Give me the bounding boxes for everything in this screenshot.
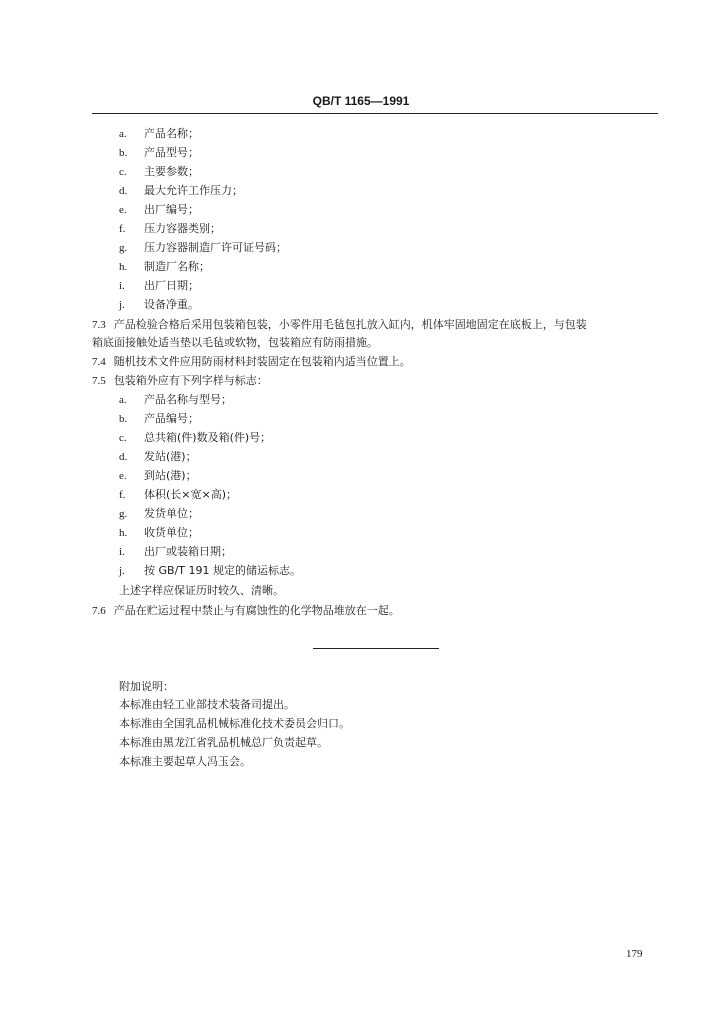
list-item: j. 按 GB/T 191 规定的储运标志。 bbox=[119, 564, 301, 577]
clause-7-3-continuation: 箱底面接触处适当垫以毛毡或软物，包装箱应有防雨措施。 bbox=[92, 336, 378, 349]
list-item: j. 设备净重。 bbox=[119, 298, 199, 311]
notes-line: 本标准主要起草人冯玉会。 bbox=[119, 755, 251, 768]
list-item: a. 产品名称； bbox=[119, 127, 199, 140]
list-item: i. 出厂或装箱日期； bbox=[119, 545, 232, 558]
list-item: c. 主要参数； bbox=[119, 165, 199, 178]
clause-7-5: 7.5 包装箱外应有下列字样与标志： bbox=[92, 374, 268, 387]
list-item: b. 产品型号； bbox=[119, 146, 199, 159]
page-number: 179 bbox=[626, 948, 643, 960]
header-rule bbox=[92, 113, 658, 114]
list-item: b. 产品编号； bbox=[119, 412, 199, 425]
clause-7-4: 7.4 随机技术文件应用防雨材料封装固定在包装箱内适当位置上。 bbox=[92, 355, 411, 368]
list-item: d. 最大允许工作压力； bbox=[119, 184, 243, 197]
list-item: a. 产品名称与型号； bbox=[119, 393, 232, 406]
notes-line: 本标准由黑龙江省乳品机械总厂负责起草。 bbox=[119, 736, 328, 749]
list-item: e. 到站(港)； bbox=[119, 469, 197, 482]
notes-line: 本标准由全国乳品机械标准化技术委员会归口。 bbox=[119, 717, 350, 730]
list-item: h. 收货单位； bbox=[119, 526, 199, 539]
clause-7-6: 7.6 产品在贮运过程中禁止与有腐蚀性的化学物品堆放在一起。 bbox=[92, 604, 400, 617]
end-rule bbox=[313, 648, 439, 649]
list-item: g. 压力容器制造厂许可证号码； bbox=[119, 241, 287, 254]
list-item: d. 发站(港)； bbox=[119, 450, 197, 463]
list-item: h. 制造厂名称； bbox=[119, 260, 210, 273]
list-item: c. 总共箱(件)数及箱(件)号； bbox=[119, 431, 272, 444]
list-item: e. 出厂编号； bbox=[119, 203, 199, 216]
standard-header: QB/T 1165—1991 bbox=[312, 94, 410, 108]
durability-note: 上述字样应保证历时较久、清晰。 bbox=[119, 584, 284, 597]
list-item: i. 出厂日期； bbox=[119, 279, 199, 292]
list-item: f. 体积(长×宽×高)； bbox=[119, 488, 238, 501]
clause-7-3: 7.3 产品检验合格后采用包装箱包装，小零件用毛毡包扎放入缸内，机体牢固地固定在底板上，与包装 bbox=[92, 318, 587, 331]
list-item: g. 发货单位； bbox=[119, 507, 199, 520]
notes-title: 附加说明： bbox=[119, 680, 174, 693]
notes-line: 本标准由轻工业部技术装备司提出。 bbox=[119, 698, 295, 711]
list-item: f. 压力容器类别； bbox=[119, 222, 221, 235]
